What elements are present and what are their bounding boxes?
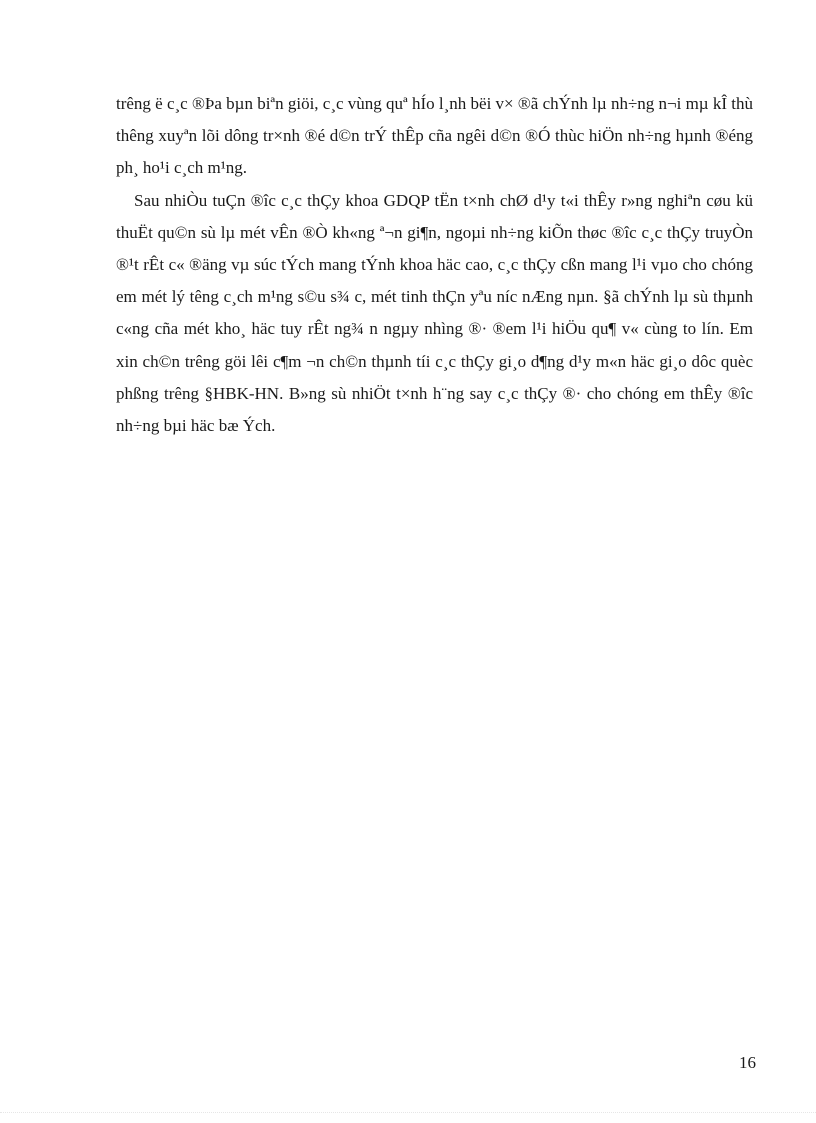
body-text [116, 88, 753, 442]
page-bottom-divider [0, 1112, 816, 1113]
paragraph-2: Sau nhiÒu tuÇn ®îc c¸c thÇy khoa GDQP tËn t×nh chØ d¹y t«i thÊy r»ng nghiªn cøu kü thuËt qu©n sù lµ mét vÊn ®Ò kh«ng ª¬n gi¶n, ngoµi nh÷ng kiÕn thøc ®îc c¸c thÇy truyÒn ®¹t rÊt c« ®äng vµ súc tÝch mang tÝnh khoa häc cao, c¸c thÇy cßn mang l¹i vµo cho chóng em mét lý têng c¸ch m¹ng s©u s¾ c, mét tinh thÇn yªu níc nÆng nµn. §ã chÝnh lµ sù thµnh c«ng cña mét kho¸ häc tuy rÊt ng¾ n ngµy nhìng ®· ®em l¹i hiÖu qu¶ v« cùng to lín. Em xin ch©n trêng göi lêi c¶m ¬n ch©n thµnh tíi c¸c thÇy gi¸o d¶ng d¹y m«n häc gi¸o dôc quèc phßng trêng §HBK-HN. B»ng sù nhiÖt t×nh h¨ng say c¸c thÇy ®· cho chóng em thÊy ®îc nh÷ng bµi häc bæ Ých. [116, 190, 753, 436]
paragraph-1: trêng ë c¸c ®Þa bµn biªn giöi, c¸c vùng quª hÍo l¸nh bëi v× ®ã chÝnh lµ nh÷ng n¬i mµ kÎ thù thêng xuyªn lõi dông tr×nh ®é d©n trÝ thÊp cña ngêi d©n ®Ó thùc hiÖn nh÷ng hµnh ®éng ph¸ ho¹i c¸ch m¹ng. [116, 94, 753, 178]
page-number: 16 [739, 1053, 756, 1072]
